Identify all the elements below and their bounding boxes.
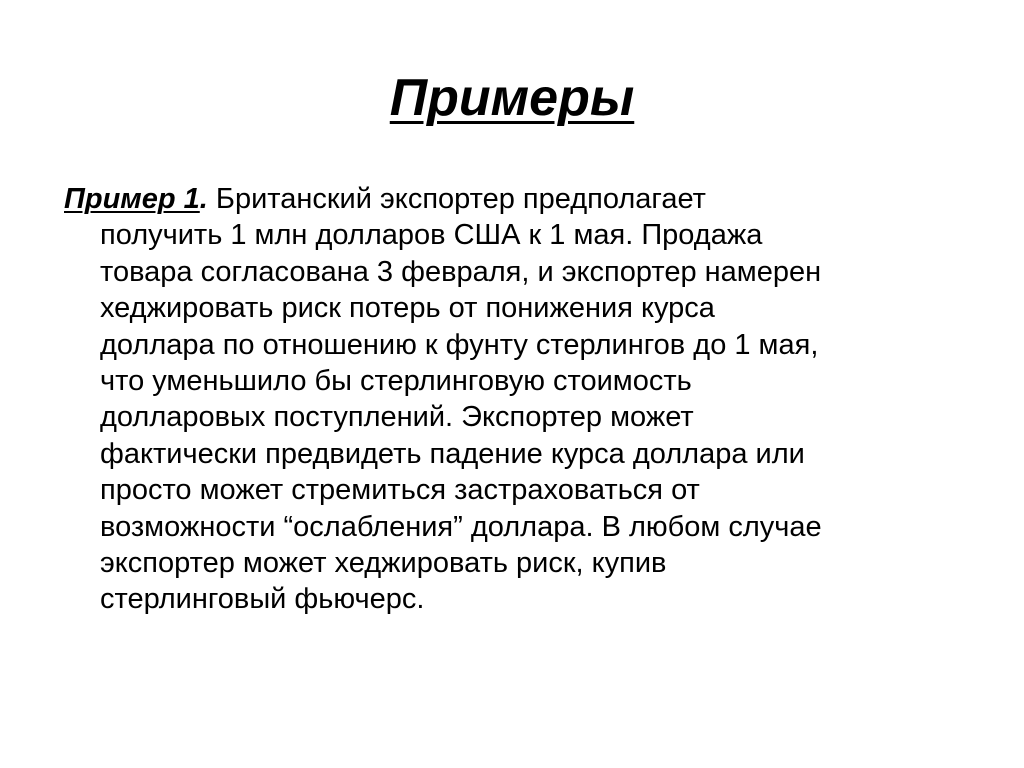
paragraph-line: стерлинговый фьючерс. [100,583,425,616]
paragraph-line: просто может стремиться застраховаться от [100,474,700,507]
paragraph-line: экспортер может хеджировать риск, купив [100,547,667,580]
example-label [64,183,208,215]
paragraph-line: доллара по отношению к фунту стерлингов до 1 мая, [100,328,819,361]
paragraph-line: долларовых поступлений. Экспортер может [100,401,694,434]
paragraph-line: товара согласована 3 февраля, и экспортер намерен [100,255,822,288]
paragraph-line: получить 1 млн долларов США к 1 мая. Продажа [100,219,763,252]
example-label-punct: . [199,183,208,215]
paragraph-line: хеджировать риск потерь от понижения курса [100,292,715,325]
paragraph-line: что уменьшило бы стерлинговую стоимость [100,365,692,398]
paragraph-line: фактически предвидеть падение курса доллара или [100,437,805,470]
paragraph-line: Британский экспортер предполагает [215,183,706,215]
paragraph-line: возможности “ослабления” доллара. В любом случае [100,510,822,543]
slide-title: Примеры [389,69,635,127]
example-label-text: Пример 1 [64,183,200,215]
example-paragraph [64,181,1000,618]
